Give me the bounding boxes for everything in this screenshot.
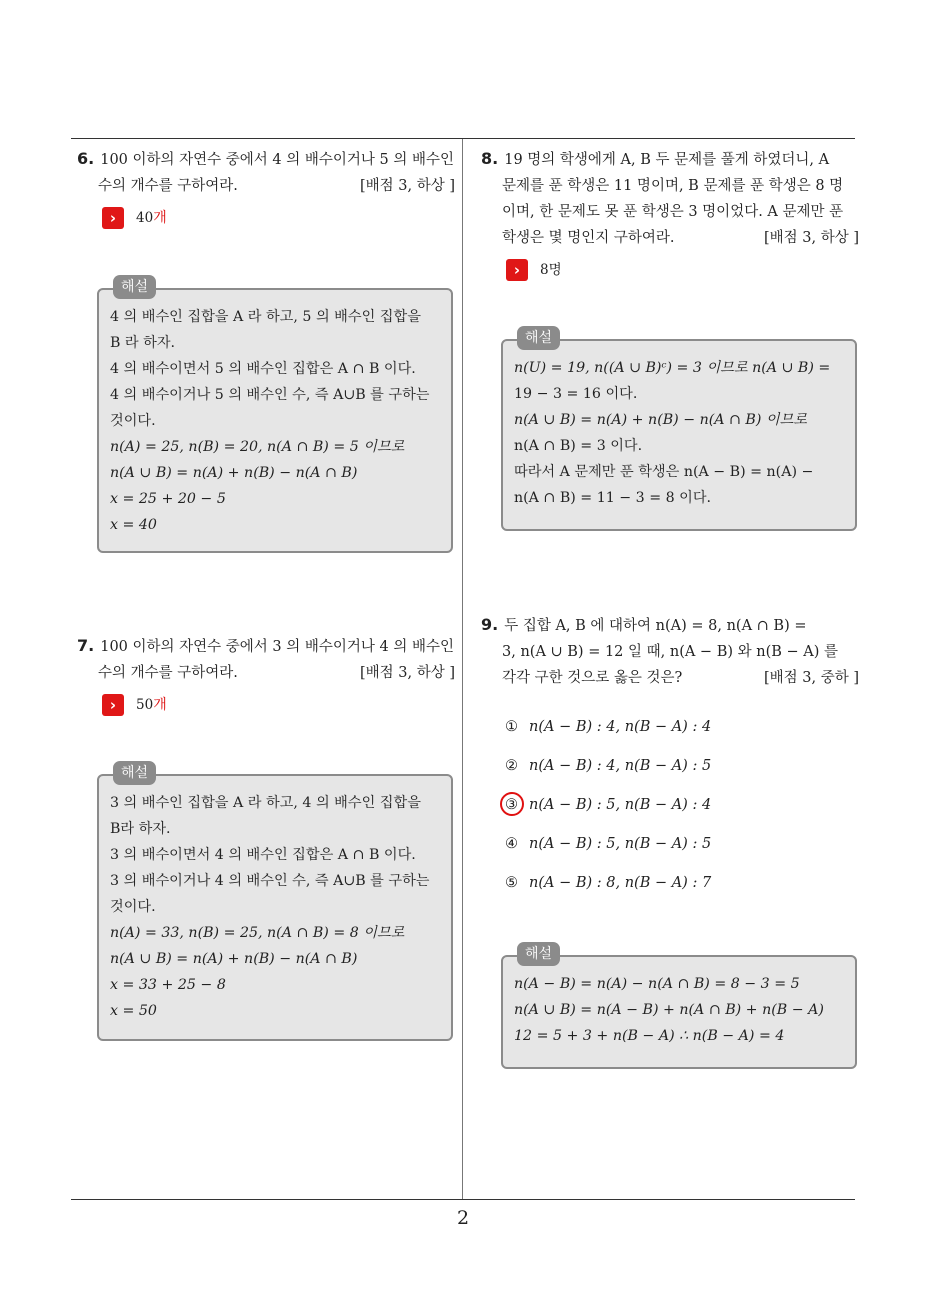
solution-line: x = 33 + 25 − 8 [110,977,226,993]
choice-text: n(A − B) : 5, n(B − A) : 4 [529,797,712,813]
solution-line: n(A − B) = n(A) − n(A ∩ B) = 8 − 3 = 5 [514,976,800,992]
column-divider [462,139,463,1199]
choice-text: n(A − B) : 5, n(B − A) : 5 [529,836,712,852]
choice-marker: ⑤ [505,875,518,891]
problem-text-line: 3, n(A ∪ B) = 12 일 때, n(A − B) 와 n(B − A) 를 [502,644,838,660]
solution-line: 4 의 배수이거나 5 의 배수인 수, 즉 A∪B 를 구하는 [110,387,430,403]
solution-box-6 [97,279,453,553]
solution-line: 4 의 배수인 집합을 A 라 하고, 5 의 배수인 집합을 [110,309,421,325]
solution-line: n(A ∪ B) = n(A) + n(B) − n(A ∩ B) 이므로 [514,412,808,428]
choice-marker: ③ [505,797,518,813]
solution-tag: 해설 [517,326,560,350]
answer-unit: 개 [153,697,167,713]
problem-number: 7. [77,636,95,655]
solution-line: 19 − 3 = 16 이다. [514,386,638,402]
answer-value: 50 [136,697,154,713]
arrow-right-icon: › [102,207,124,229]
solution-line: n(A) = 33, n(B) = 25, n(A ∩ B) = 8 이므로 [110,925,405,941]
choice-text: n(A − B) : 4, n(B − A) : 4 [529,719,712,735]
top-rule [71,138,855,139]
solution-tag: 해설 [113,275,156,299]
choice-text: n(A − B) : 8, n(B − A) : 7 [529,875,712,891]
solution-line: n(A ∪ B) = n(A) + n(B) − n(A ∩ B) [110,465,358,481]
solution-box-9 [501,946,857,1069]
choice-marker: ④ [505,836,518,852]
problem-text-line: 각각 구한 것으로 옳은 것은? [502,670,683,686]
score-label: [배점 3, 하상 ] [763,230,859,246]
score-label: [배점 3, 하상 ] [359,665,455,681]
problem-text-line: 이며, 한 문제도 못 푼 학생은 3 명이었다. A 문제만 푼 [502,204,844,220]
page-number: 2 [456,1207,470,1229]
problem-text-line: 수의 개수를 구하여라. [98,665,238,681]
solution-line: 따라서 A 문제만 푼 학생은 n(A − B) = n(A) − [514,464,814,480]
problem-9 [481,612,859,691]
choice-3[interactable] [505,786,711,825]
solution-line: 것이다. [110,899,156,915]
problem-text-line: 문제를 푼 학생은 11 명이며, B 문제를 푼 학생은 8 명 [502,178,844,194]
solution-line: 4 의 배수이면서 5 의 배수인 집합은 A ∩ B 이다. [110,361,416,377]
choice-2[interactable] [505,747,711,786]
answer-value: 8명 [540,262,562,278]
answer-row [481,257,859,283]
score-label: [배점 3, 중하 ] [763,670,859,686]
score-label: [배점 3, 하상 ] [359,178,455,194]
solution-line: x = 50 [110,1003,157,1019]
solution-tag: 해설 [517,942,560,966]
problem-text-line: 100 이하의 자연수 중에서 4 의 배수이거나 5 의 배수인 [100,152,454,168]
choice-list [505,708,711,903]
choice-5[interactable] [505,864,711,903]
problem-text-line: 19 명의 학생에게 A, B 두 문제를 풀게 하였더니, A [504,152,830,168]
solution-line: B라 하자. [110,821,171,837]
problem-6 [77,146,455,231]
choice-marker: ② [505,758,518,774]
bottom-rule [71,1199,855,1200]
problem-7 [77,633,455,718]
solution-box-7 [97,765,453,1041]
arrow-right-icon: › [506,259,528,281]
solution-line: x = 40 [110,517,157,533]
problem-8 [481,146,859,283]
answer-unit: 개 [153,210,167,226]
problem-text-line: 수의 개수를 구하여라. [98,178,238,194]
choice-marker: ① [505,719,518,735]
solution-line: n(A ∪ B) = n(A) + n(B) − n(A ∩ B) [110,951,358,967]
solution-line: 12 = 5 + 3 + n(B − A) ∴ n(B − A) = 4 [514,1028,785,1044]
problem-number: 8. [481,149,499,168]
solution-line: n(A) = 25, n(B) = 20, n(A ∩ B) = 5 이므로 [110,439,405,455]
solution-line: B 라 하자. [110,335,176,351]
solution-line: n(A ∩ B) = 3 이다. [514,438,643,454]
problem-text-line: 학생은 몇 명인지 구하여라. [502,230,675,246]
solution-line: n(A ∪ B) = n(A − B) + n(A ∩ B) + n(B − A) [514,1002,824,1018]
answer-row [77,692,455,718]
solution-line: 3 의 배수인 집합을 A 라 하고, 4 의 배수인 집합을 [110,795,421,811]
solution-line: x = 25 + 20 − 5 [110,491,226,507]
solution-line: 3 의 배수이거나 4 의 배수인 수, 즉 A∪B 를 구하는 [110,873,430,889]
solution-line: n(A ∩ B) = 11 − 3 = 8 이다. [514,490,712,506]
solution-line: 3 의 배수이면서 4 의 배수인 집합은 A ∩ B 이다. [110,847,416,863]
problem-number: 6. [77,149,95,168]
choice-1[interactable] [505,708,711,747]
choice-4[interactable] [505,825,711,864]
selected-circle-icon [500,792,524,816]
arrow-right-icon: › [102,694,124,716]
solution-box-8 [501,330,857,531]
problem-number: 9. [481,615,499,634]
problem-text-line: 두 집합 A, B 에 대하여 n(A) = 8, n(A ∩ B) = [504,618,807,634]
solution-line: n(U) = 19, n((A ∪ B)ᶜ) = 3 이므로 n(A ∪ B) = [514,360,831,376]
choice-text: n(A − B) : 4, n(B − A) : 5 [529,758,712,774]
answer-value: 40 [136,210,154,226]
answer-row [77,205,455,231]
solution-line: 것이다. [110,413,156,429]
problem-text-line: 100 이하의 자연수 중에서 3 의 배수이거나 4 의 배수인 [100,639,454,655]
solution-tag: 해설 [113,761,156,785]
